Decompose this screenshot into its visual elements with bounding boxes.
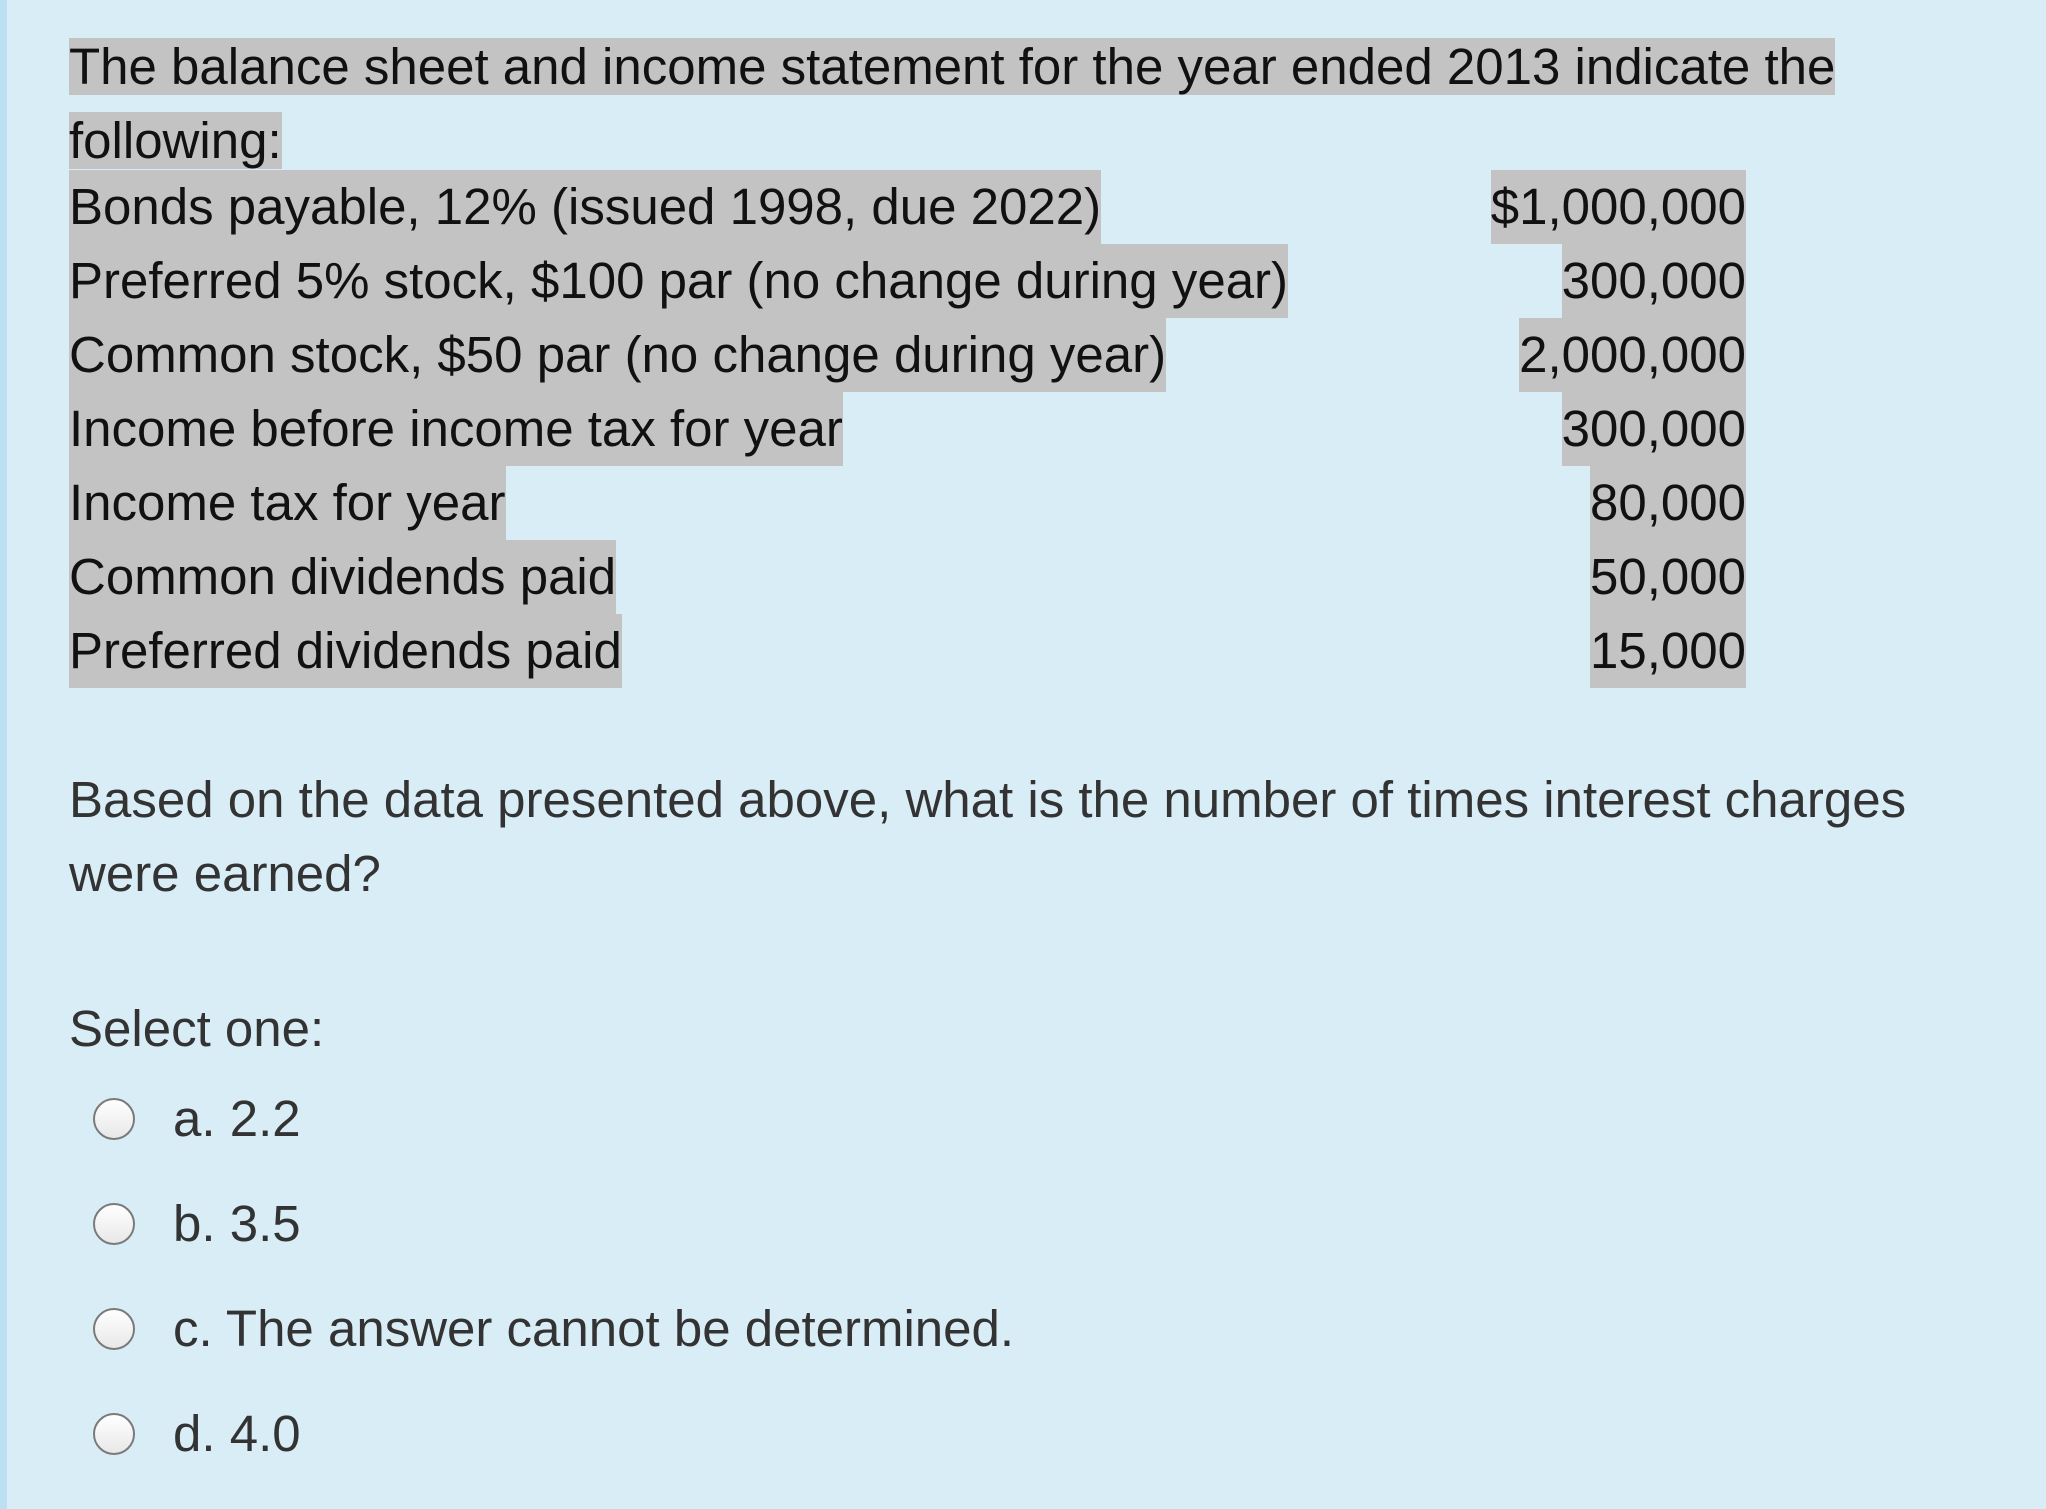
radio-button-icon[interactable]	[93, 1203, 135, 1245]
row-label: Income tax for year	[69, 466, 506, 540]
select-one-label: Select one:	[69, 1000, 325, 1057]
question-intro	[69, 30, 1969, 178]
radio-button-icon[interactable]	[93, 1413, 135, 1455]
intro-text: The balance sheet and income statement for the year ended 2013 indicate the following:	[69, 38, 1836, 169]
row-label: Common dividends paid	[69, 540, 616, 614]
table-row	[69, 392, 1746, 466]
radio-button-icon[interactable]	[93, 1308, 135, 1350]
option-label[interactable]: c. The answer cannot be determined.	[173, 1300, 1015, 1357]
row-value: 300,000	[1562, 244, 1746, 318]
row-value: $1,000,000	[1491, 170, 1746, 244]
row-value: 300,000	[1562, 392, 1746, 466]
row-label: Preferred 5% stock, $100 par (no change during year)	[69, 244, 1288, 318]
row-value: 80,000	[1590, 466, 1746, 540]
row-value: 15,000	[1590, 614, 1746, 688]
row-value: 2,000,000	[1519, 318, 1746, 392]
table-row	[69, 540, 1746, 614]
table-row	[69, 466, 1746, 540]
row-label: Bonds payable, 12% (issued 1998, due 2022)	[69, 170, 1101, 244]
table-row	[69, 318, 1746, 392]
row-label: Common stock, $50 par (no change during year)	[69, 318, 1166, 392]
table-row	[69, 170, 1746, 244]
question-text: Based on the data presented above, what is the number of times interest charges were earned?	[69, 771, 1907, 902]
option-label[interactable]: d. 4.0	[173, 1405, 301, 1462]
option-label[interactable]: b. 3.5	[173, 1195, 301, 1252]
row-label: Income before income tax for year	[69, 392, 843, 466]
row-label: Preferred dividends paid	[69, 614, 622, 688]
radio-button-icon[interactable]	[93, 1098, 135, 1140]
table-row	[69, 244, 1746, 318]
table-row	[69, 614, 1746, 688]
row-value: 50,000	[1590, 540, 1746, 614]
option-label[interactable]: a. 2.2	[173, 1090, 301, 1147]
